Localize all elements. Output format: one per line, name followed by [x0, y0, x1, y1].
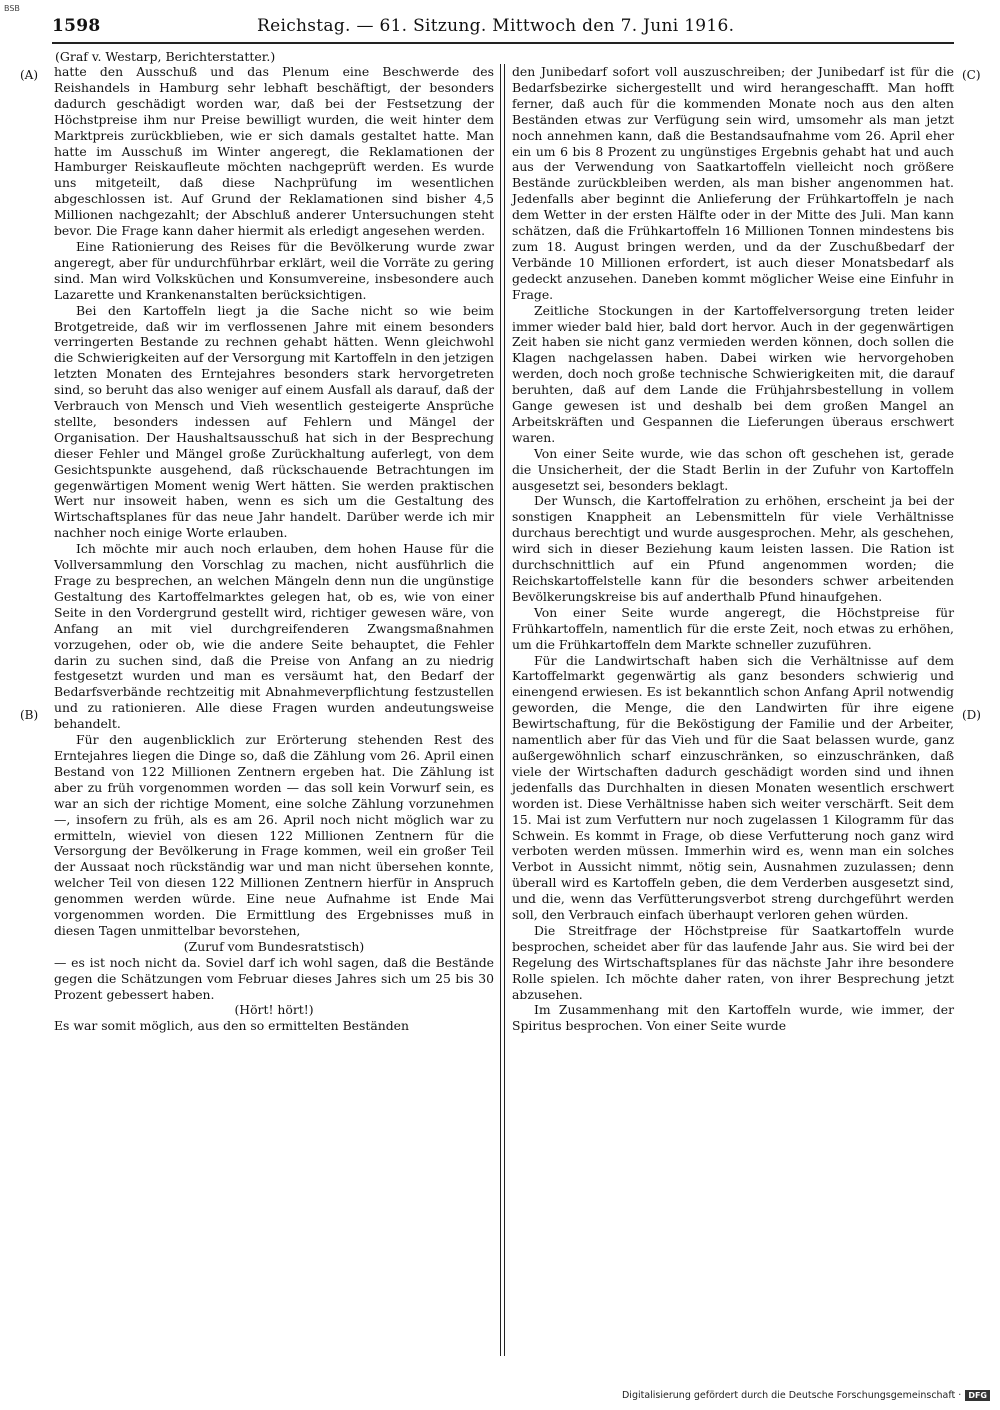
margin-mark-a: (A) [20, 68, 39, 82]
footer [622, 1390, 990, 1401]
speaker-attribution: (Graf v. Westarp, Berichterstatter.) [55, 49, 276, 64]
paragraph: Ich möchte mir auch noch erlauben, dem hohen Hause für die Vollversammlung den Vorschlag zu machen, nicht ausführlich die Frage zu besprechen, an welchen Mängeln denn nun die ungünstige Gestaltung des Kartoffelmarktes gelegen hat, ob es, wie von einer Seite in den Vordergrund gestellt wird, richtiger gewesen wäre, von Anfang an mit viel durchgreifenderen Zwangsmaßnahmen vorzugehen, oder ob, wie die andere Seite behauptet, die Fehler darin zu suchen sind, daß die Preise von Anfang an zu niedrig festgesetzt wurden und man es versäumt hat, den Bedarf der Bedarfsverbände rechtzeitig mit Abnahmeverpflichtung festzustellen und zu rationieren. Alle diese Fragen wurden andeutungsweise behandelt. [54, 541, 494, 732]
left-column [54, 64, 494, 1034]
paragraph: hatte den Ausschuß und das Plenum eine Beschwerde des Reishandels in Hamburg sehr lebhaft beschäftigt, der besonders dadurch geschädigt worden war, daß bei der Festsetzung der Höchstpreise ihm nur Preise bewilligt wurden, die weit hinter dem Marktpreis zurückblieben, wie er sich damals gestaltet hatte. Man hatte im Ausschuß im Winter angeregt, die Reklamationen der Hamburger Reiskaufleute möchten nachgeprüft werden. Es wurde uns mitgeteilt, daß diese Nachprüfung im wesentlichen abgeschlossen ist. Auf Grund der Reklamationen sind bisher 4,5 Millionen nachgezahlt; der Abschluß anderer Untersuchungen steht bevor. Die Frage kann daher hiermit als erledigt angesehen werden. [54, 64, 494, 239]
paragraph: Im Zusammenhang mit den Kartoffeln wurde, wie immer, der Spiritus besprochen. Von einer Seite wurde [512, 1002, 954, 1034]
footer-text: Digitalisierung gefördert durch die Deutsche Forschungsgemeinschaft · [621, 1390, 962, 1401]
page-number: 1598 [52, 16, 101, 36]
margin-mark-c: (C) [962, 68, 981, 82]
paragraph: Die Streitfrage der Höchstpreise für Saatkartoffeln wurde besprochen, scheidet aber für das laufende Jahr aus. Sie wird bei der Regelung des Wirtschaftsplanes für das nächste Jahr ihre besondere Rolle spielen. Ich möchte daher raten, von ihrer Besprechung jetzt abzusehen. [512, 922, 954, 1002]
right-column [512, 64, 954, 1034]
paragraph: den Junibedarf sofort voll auszuschreiben; der Junibedarf ist für die Bedarfsbezirke sichergestellt und wird herangeschafft. Man hofft ferner, daß auch für die kommenden Monate noch aus den alten Beständen etwas zur Verfügung sein wird, umsomehr als man jetzt noch annehmen kann, daß die Bestandsaufnahme vom 26. April eher ein um 6 bis 8 Prozent zu ungünstiges Ergebnis gehabt hat und auch aus der Verwendung von Saatkartoffeln vielleicht noch größere Bestände zurückbleiben werden, als man bisher angenommen hat. Jedenfalls aber beginnt die Anlieferung der Frühkartoffeln je nach dem Wetter in der ersten Hälfte oder in der Mitte des Juli. Man kann schätzen, daß die Frühkartoffeln 16 Millionen Tonnen mindestens bis zum 18. August bringen werden, und da der Zuschußbedarf der Verbände 10 Millionen erfordert, ist auch dieser Monatsbedarf als gedeckt anzusehen. Daneben kommt möglicher Weise eine Einfuhr in Frage. [512, 64, 954, 302]
paragraph: Der Wunsch, die Kartoffelration zu erhöhen, erscheint ja bei der sonstigen Knappheit an Lebensmitteln für viele Verhältnisse durchaus berechtigt und wurde ausgesprochen. Mehr, als geschehen, wird sich in dieser Beziehung kaum leisten lassen. Die Ration ist durchschnittlich auf ein Pfund angenommen worden; die Reichskartoffelstelle kann für die besonders schwer arbeitenden Bevölkerungskreise bis auf anderthalb Pfund hinaufgehen. [512, 493, 954, 604]
page-header [52, 14, 954, 44]
paragraph: Eine Rationierung des Reises für die Bevölkerung wurde zwar angeregt, aber für undurchführbar erklärt, weil die Vorräte zu gering sind. Man wird Volksküchen und Konsumvereine, insbesondere auch Lazarette und Krankenanstalten berücksichtigen. [54, 238, 494, 302]
margin-mark-b: (B) [20, 708, 39, 722]
paragraph: — es ist noch nicht da. Soviel darf ich wohl sagen, daß die Bestände gegen die Schätzungen vom Februar dieses Jahres sich um 25 bis 30 Prozent gebessert haben. [54, 954, 494, 1002]
paragraph: Von einer Seite wurde, wie das schon oft geschehen ist, gerade die Unsicherheit, der die Stadt Berlin in der Zufuhr von Kartoffeln ausgesetzt sei, besonders beklagt. [512, 445, 954, 493]
paragraph: Für die Landwirtschaft haben sich die Verhältnisse auf dem Kartoffelmarkt gegenwärtig als ganz besonders schwierig und einengend erwiesen. Es ist bekanntlich schon Anfang April notwendig geworden, die Menge, die den Landwirten für ihre eigene Bewirtschaftung, für die Beköstigung der Familie und der Arbeiter, namentlich aber für das Vieh und für die Saat belassen wurde, ganz außergewöhnlich scharf einzuschränken, so einzuschränken, daß viele der Wirtschaften dadurch geschädigt worden sind und ihnen jedenfalls das Durchhalten in diesen Monaten wesentlich erschwert worden ist. Diese Verhältnisse haben sich weiter verschärft. Seit dem 15. Mai ist zum Verfuttern nur noch zugelassen 1 Kilogramm für das Schwein. Es kommt in Frage, ob diese Verfutterung noch ganz wird verboten werden müssen. Immerhin wird es, wenn man ein solches Verbot in Aussicht nimmt, nötig sein, Ausnahmen zuzulassen; denn überall wird es Kartoffeln geben, die dem Verderben ausgesetzt sind, und die, wenn das Verfütterungsverbot streng durchgeführt werden soll, den Verbrauch einfach überhaupt verloren gehen würden. [512, 652, 954, 923]
paragraph: Von einer Seite wurde angeregt, die Höchstpreise für Frühkartoffeln, namentlich für die erste Zeit, noch etwas zu erhöhen, um die Frühkartoffeln dem Markte schneller zuzuführen. [512, 604, 954, 652]
interjection: (Hört! hört!) [234, 1002, 314, 1018]
paragraph: Es war somit möglich, aus den so ermittelten Beständen [54, 1018, 409, 1034]
paragraph: Zeitliche Stockungen in der Kartoffelversorgung treten leider immer wieder bald hier, bald dort hervor. Auch in der gegenwärtigen Zeit haben sie nicht ganz vermieden werden können, doch sollen die Klagen nachgelassen haben. Dabei wirken wie hervorgehoben werden, doch noch große technische Schwierigkeiten mit, die darauf beruhten, daß auf dem Lande die Frühjahrsbestellung in vollem Gange gewesen ist und deshalb bei dem großen Mangel an Arbeitskräften und Gespannen die Lieferungen überaus erschwert waren. [512, 302, 954, 445]
library-mark: BSB [4, 4, 20, 13]
interjection: (Zuruf vom Bundesratstisch) [183, 938, 365, 954]
dfg-logo: DFG [965, 1390, 990, 1401]
paragraph: Für den augenblicklich zur Erörterung stehenden Rest des Erntejahres liegen die Dinge so, daß die Zählung vom 26. April einen Bestand von 122 Millionen Zentnern ergeben hat. Die Zählung ist aber zu früh vorgenommen worden — das soll kein Vorwurf sein, es war an sich der richtige Moment, eine solche Zählung vorzunehmen —, insofern zu früh, als es am 26. April noch nicht möglich war zu ermitteln, wieviel von diesen 122 Millionen Zentnern für die Versorgung der Bevölkerung in Frage kommen, weil ein großer Teil der Aussaat noch rückständig war und man nicht übersehen konnte, welcher Teil von diesen 122 Millionen Zentnern hierfür in Anspruch genommen werden würde. Eine neue Aufnahme ist Ende Mai vorgenommen worden. Die Ermittlung des Ergebnisses muß in diesen Tagen unmittelbar bevorstehen, [54, 732, 494, 938]
running-title: Reichstag. — 61. Sitzung. Mittwoch den 7. Juni 1916. [257, 16, 735, 36]
column-divider [500, 64, 505, 1356]
paragraph: Bei den Kartoffeln liegt ja die Sache nicht so wie beim Brotgetreide, daß wir im verflossenen Jahre mit einem besonders verringerten Bestande zu rechnen gehabt hätten. Wenn gleichwohl die Schwierigkeiten auf der Versorgung mit Kartoffeln in den jetzigen letzten Monaten des Erntejahres besonders stark hervorgetreten sind, so beruht das also weniger auf einem Ausfall als darauf, daß der Verbrauch von Mensch und Vieh wesentlich gesteigerte Ansprüche stellte, besonders indessen auf Fehlern und Mängel der Organisation. Der Haushaltsausschuß hat sich in der Besprechung dieser Fehler und Mängel große Zurückhaltung auferlegt, von dem Gesichtspunkte ausgehend, daß rückschauende Betrachtungen im gegenwärtigen Moment wenig Wert hätten. Sie werden praktischen Wert nur insoweit haben, wenn es sich um die Gestaltung des Wirtschaftsplanes für das neue Jahr handelt. Darüber werde ich mir nachher noch einige Worte erlauben. [54, 302, 494, 541]
margin-mark-d: (D) [962, 708, 981, 722]
